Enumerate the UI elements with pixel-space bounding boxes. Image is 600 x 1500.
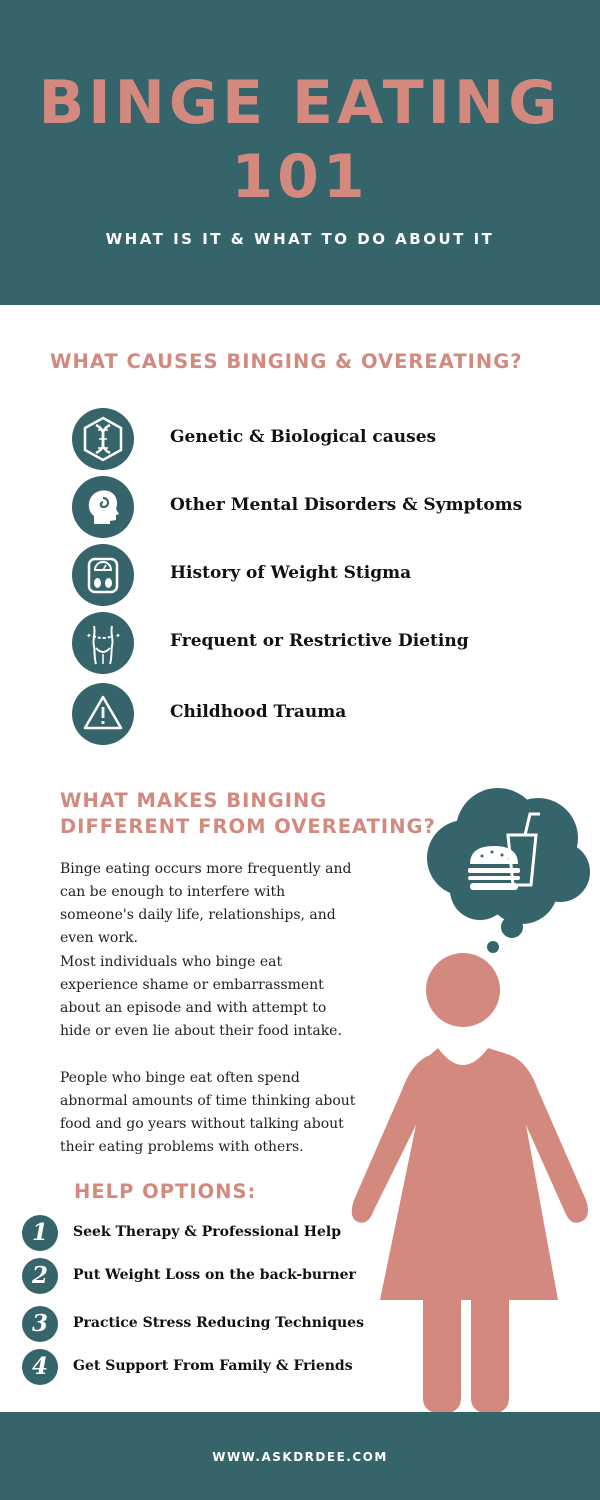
footer-url: WWW.ASKDRDEE.COM bbox=[212, 1450, 388, 1464]
cause-item-dieting bbox=[72, 612, 592, 674]
number-badge: 4 bbox=[22, 1349, 58, 1385]
svg-text:✦: ✦ bbox=[115, 632, 121, 640]
cause-item-trauma bbox=[72, 683, 592, 745]
difference-paragraph: Most individuals who binge eat experience shame or embarrassment about an episode and with attempt to hide or even lie about their food intake. bbox=[60, 954, 342, 1039]
cause-label: Other Mental Disorders & Symptoms bbox=[170, 495, 523, 515]
page-title-number: 101 bbox=[231, 142, 369, 212]
cause-label: History of Weight Stigma bbox=[170, 563, 412, 583]
dna-icon bbox=[72, 408, 134, 470]
number-badge: 2 bbox=[22, 1258, 58, 1294]
body-waist-icon bbox=[72, 612, 134, 674]
page-subtitle: WHAT IS IT & WHAT TO DO ABOUT IT bbox=[105, 230, 495, 248]
head-brain-icon bbox=[72, 476, 134, 538]
cause-label: Childhood Trauma bbox=[170, 702, 347, 722]
scale-icon bbox=[72, 544, 134, 606]
svg-text:✦: ✦ bbox=[86, 632, 92, 640]
difference-heading: WHAT MAKES BINGING DIFFERENT FROM OVEREATING? bbox=[60, 789, 436, 838]
difference-paragraph: Binge eating occurs more frequently and can be enough to interfere with someone's daily life, relationships, and even work. bbox=[60, 861, 352, 946]
cause-item-genetic bbox=[72, 408, 592, 470]
cause-item-weight-stigma bbox=[72, 544, 592, 606]
cause-label: Genetic & Biological causes bbox=[170, 427, 437, 447]
cause-item-mental bbox=[72, 476, 592, 538]
help-label: Get Support From Family & Friends bbox=[73, 1358, 353, 1374]
warning-triangle-icon bbox=[72, 683, 134, 745]
page-title: BINGE EATING bbox=[38, 68, 562, 138]
help-label: Put Weight Loss on the back-burner bbox=[73, 1267, 356, 1283]
difference-paragraph: People who binge eat often spend abnormal amounts of time thinking about food and go years without talking about their eating problems with others. bbox=[60, 1070, 356, 1155]
header-banner bbox=[0, 0, 600, 305]
woman-figure bbox=[352, 953, 588, 1413]
woman-thinking-food-icon bbox=[350, 780, 600, 1420]
help-label: Practice Stress Reducing Techniques bbox=[73, 1315, 364, 1331]
number-badge: 3 bbox=[22, 1306, 58, 1342]
help-heading: HELP OPTIONS: bbox=[74, 1180, 257, 1203]
causes-heading: WHAT CAUSES BINGING & OVEREATING? bbox=[50, 350, 523, 373]
cause-label: Frequent or Restrictive Dieting bbox=[170, 631, 469, 651]
help-label: Seek Therapy & Professional Help bbox=[73, 1224, 342, 1240]
number-badge: 1 bbox=[22, 1215, 58, 1251]
